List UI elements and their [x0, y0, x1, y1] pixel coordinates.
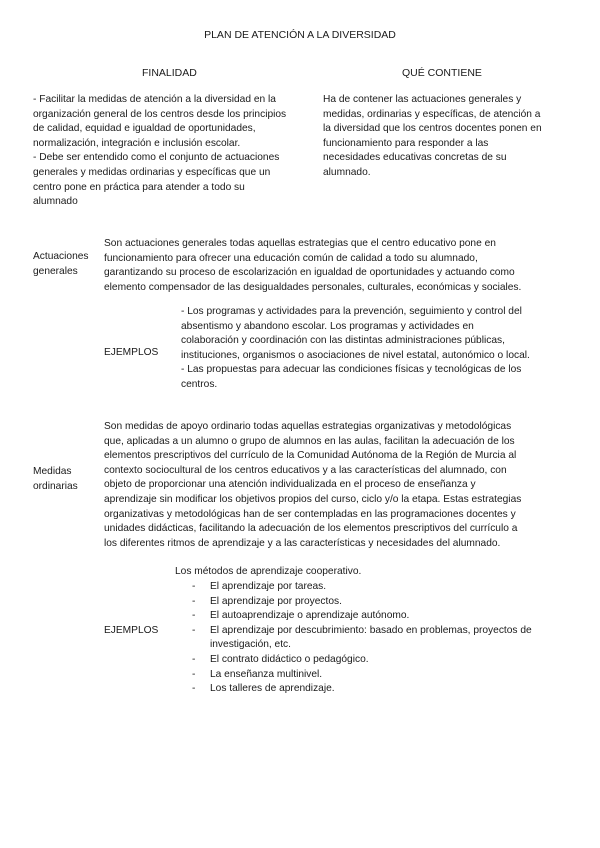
- medidas-ejemplos-label: EJEMPLOS: [104, 625, 159, 636]
- medidas-ejemplos-intro: Los métodos de aprendizaje cooperativo.: [175, 566, 362, 577]
- actuaciones-generales-text: Son actuaciones generales todas aquellas estrategias que el centro educativo pone en funcionamiento para ofrecer una educación común de calidad a todo su alumnado, garantizando su proceso de escolarización en igualdad de oportunidades y actuando como elemento compensador de las desigualdades personales, culturales, económicas y sociales.: [104, 238, 522, 293]
- list-item: - El autoaprendizaje o aprendizaje autónomo.: [192, 609, 577, 624]
- list-item: - Los talleres de aprendizaje.: [192, 682, 577, 697]
- actuaciones-ejemplos-label: EJEMPLOS: [104, 347, 159, 358]
- list-item: - El aprendizaje por tareas.: [192, 580, 577, 595]
- medidas-ordinarias-text: Son medidas de apoyo ordinario todas aquellas estrategias organizativas y metodológicas que, aplicadas a un alumno o grupo de alumnos en las aulas, facilitan la adecuación de los elementos prescriptivos del currículo de la Comunidad Autónoma de la Región de Murcia al contexto sociocultural de los centros educativos y a las características del alumnado, con objeto de proporcionar una atención individualizada en el proceso de enseñanza y aprendizaje sin modificar los objetivos propios del curso, ciclo y/o la etapa. Estas estrategias organizativas y metodológicas han de ser contempladas en las programaciones docentes y unidades didácticas, facilitando la adecuación de los elementos prescriptivos del currículo a los diferentes ritmos de aprendizaje y a las características y necesidades del alumnado.: [104, 421, 522, 549]
- actuaciones-ejemplos-text: - Los programas y actividades para la prevención, seguimiento y control del absentismo y abandono escolar. Los programas y actividades en colaboración y coordinación con las distintas administraciones públicas, instituciones, organismos o asociaciones de nivel estatal, autonómico o local. - Las propuestas para adecuar las condiciones físicas y tecnológicas de los centros.: [181, 306, 530, 390]
- finalidad-text: - Facilitar la medidas de atención a la diversidad en la organización general de los centros desde los principios de calidad, equidad e igualdad de oportunidades, normalización, integración e inclusión escolar. - Debe ser entendido como el conjunto de actuaciones generales y medidas ordinarias y específicas que un centro pone en práctica para atender a todo su alumnado: [33, 94, 287, 208]
- que-contiene-text: Ha de contener las actuaciones generales y medidas, ordinarias y específicas, de atención a la diversidad que los centros docentes ponen en funcionamiento para responder a las necesidades educativas concretas de su alumnado.: [323, 94, 542, 178]
- actuaciones-generales-label: Actuaciones generales: [33, 251, 89, 277]
- list-item: - La enseñanza multinivel.: [192, 668, 577, 683]
- list-item: - El aprendizaje por proyectos.: [192, 595, 577, 610]
- list-item: - El aprendizaje por descubrimiento: basado en problemas, proyectos de investigación, etc.: [192, 624, 577, 653]
- list-item: - El contrato didáctico o pedagógico.: [192, 653, 577, 668]
- medidas-ordinarias-label: Medidas ordinarias: [33, 466, 78, 492]
- header-finalidad: FINALIDAD: [142, 67, 197, 79]
- page-title: PLAN DE ATENCIÓN A LA DIVERSIDAD: [204, 29, 396, 41]
- header-que-contiene: QUÉ CONTIENE: [402, 67, 482, 79]
- medidas-ejemplos-list: [192, 580, 577, 697]
